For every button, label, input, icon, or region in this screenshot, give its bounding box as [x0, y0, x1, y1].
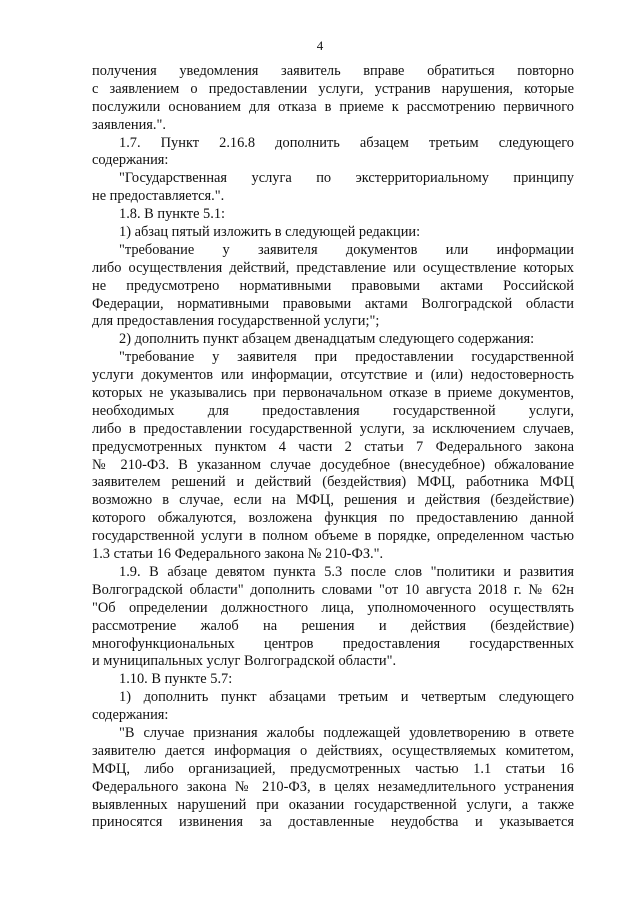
text-line: предусмотренных пунктом 4 части 2 статьи 7 Федерального закона [92, 438, 574, 455]
text-line: заявителем решений и действий (бездействия) МФЦ, работника МФЦ [92, 474, 574, 491]
text-line: 1.10. В пункте 5.7: [119, 671, 233, 688]
text-line: заявления.". [92, 116, 166, 133]
text-line: 1) абзац пятый изложить в следующей редакции: [119, 224, 421, 241]
text-line: возможно в случае, если на МФЦ, решения и действия (бездействие) [92, 492, 574, 509]
text-line: № 210-ФЗ. В указанном случае досудебное (внесудебное) обжалование [92, 456, 574, 473]
text-line: и муниципальных услуг Волгоградской области". [92, 653, 397, 670]
text-line: с заявлением о предоставлении услуги, устранив нарушения, которые [92, 80, 574, 97]
text-line: приносятся извинения за доставленные неудобства и указывается [92, 814, 574, 831]
text-line: 1.9. В абзаце девятом пункта 5.3 после слов "политики и развития [119, 563, 574, 580]
text-line: услуги документов или информации, отсутствие и (или) недостоверность [92, 367, 574, 384]
text-line: которых не указывались при первоначальном отказе в приеме документов, [92, 385, 574, 402]
text-line: заявителю дается информация о действиях, осуществляемых комитетом, [92, 742, 574, 759]
text-line: Федерации, нормативными правовыми актами Волгоградской области [92, 295, 574, 312]
text-line: либо в предоставлении государственной услуги, за исключением случаев, [92, 420, 574, 437]
text-line: "В случае признания жалобы подлежащей удовлетворению в ответе [119, 724, 574, 741]
text-line: содержания: [92, 152, 169, 169]
text-line: либо осуществления действий, представление или осуществление которых [92, 259, 574, 276]
text-line: послужили основанием для отказа в приеме к рассмотрению первичного [92, 98, 574, 115]
text-line: содержания: [92, 707, 169, 724]
text-line: получения уведомления заявитель вправе обратиться повторно [92, 63, 574, 79]
text-line: "требование у заявителя документов или информации [119, 241, 574, 258]
text-line: МФЦ, либо организацией, предусмотренных частью 1.1 статьи 16 [92, 760, 574, 777]
text-line: "Государственная услуга по экстерриториальному принципу [119, 170, 574, 187]
page-number: 4 [316, 38, 324, 53]
text-line: 1.3 статьи 16 Федерального закона № 210-ФЗ.". [92, 546, 384, 563]
text-line: 1.8. В пункте 5.1: [119, 206, 226, 223]
text-line: которого обжалуются, возложена функция по предоставлению данной [92, 510, 574, 527]
text-line: выявленных нарушений при оказании государственной услуги, а также [92, 796, 574, 813]
text-line: 1) дополнить пункт абзацами третьим и четвертым следующего [119, 689, 574, 706]
text-line: "требование у заявителя при предоставлении государственной [119, 349, 574, 366]
text-line: необходимых для предоставления государственной услуги, [92, 402, 574, 419]
text-line: многофункциональных центров предоставления государственных [92, 635, 574, 652]
text-line: не предусмотрено нормативными правовыми актами Российской [92, 277, 574, 294]
text-line: 2) дополнить пункт абзацем двенадцатым следующего содержания: [119, 331, 535, 348]
text-line: "Об определении должностного лица, уполномоченного осуществлять [92, 599, 574, 616]
text-line: Федерального закона № 210-ФЗ, в целях незамедлительного устранения [92, 778, 574, 795]
text-line: государственной услуги в полном объеме в порядке, определенном частью [92, 528, 574, 545]
text-line: 1.7. Пункт 2.16.8 дополнить абзацем третьим следующего [119, 134, 574, 151]
text-line: для предоставления государственной услуги;"; [92, 313, 380, 330]
text-line: не предоставляется.". [92, 188, 225, 205]
text-line: Волгоградской области" дополнить словами "от 10 августа 2018 г. № 62н [92, 581, 574, 598]
document-body [92, 63, 574, 832]
text-line: рассмотрение жалоб на решения и действия (бездействие) [92, 617, 574, 634]
